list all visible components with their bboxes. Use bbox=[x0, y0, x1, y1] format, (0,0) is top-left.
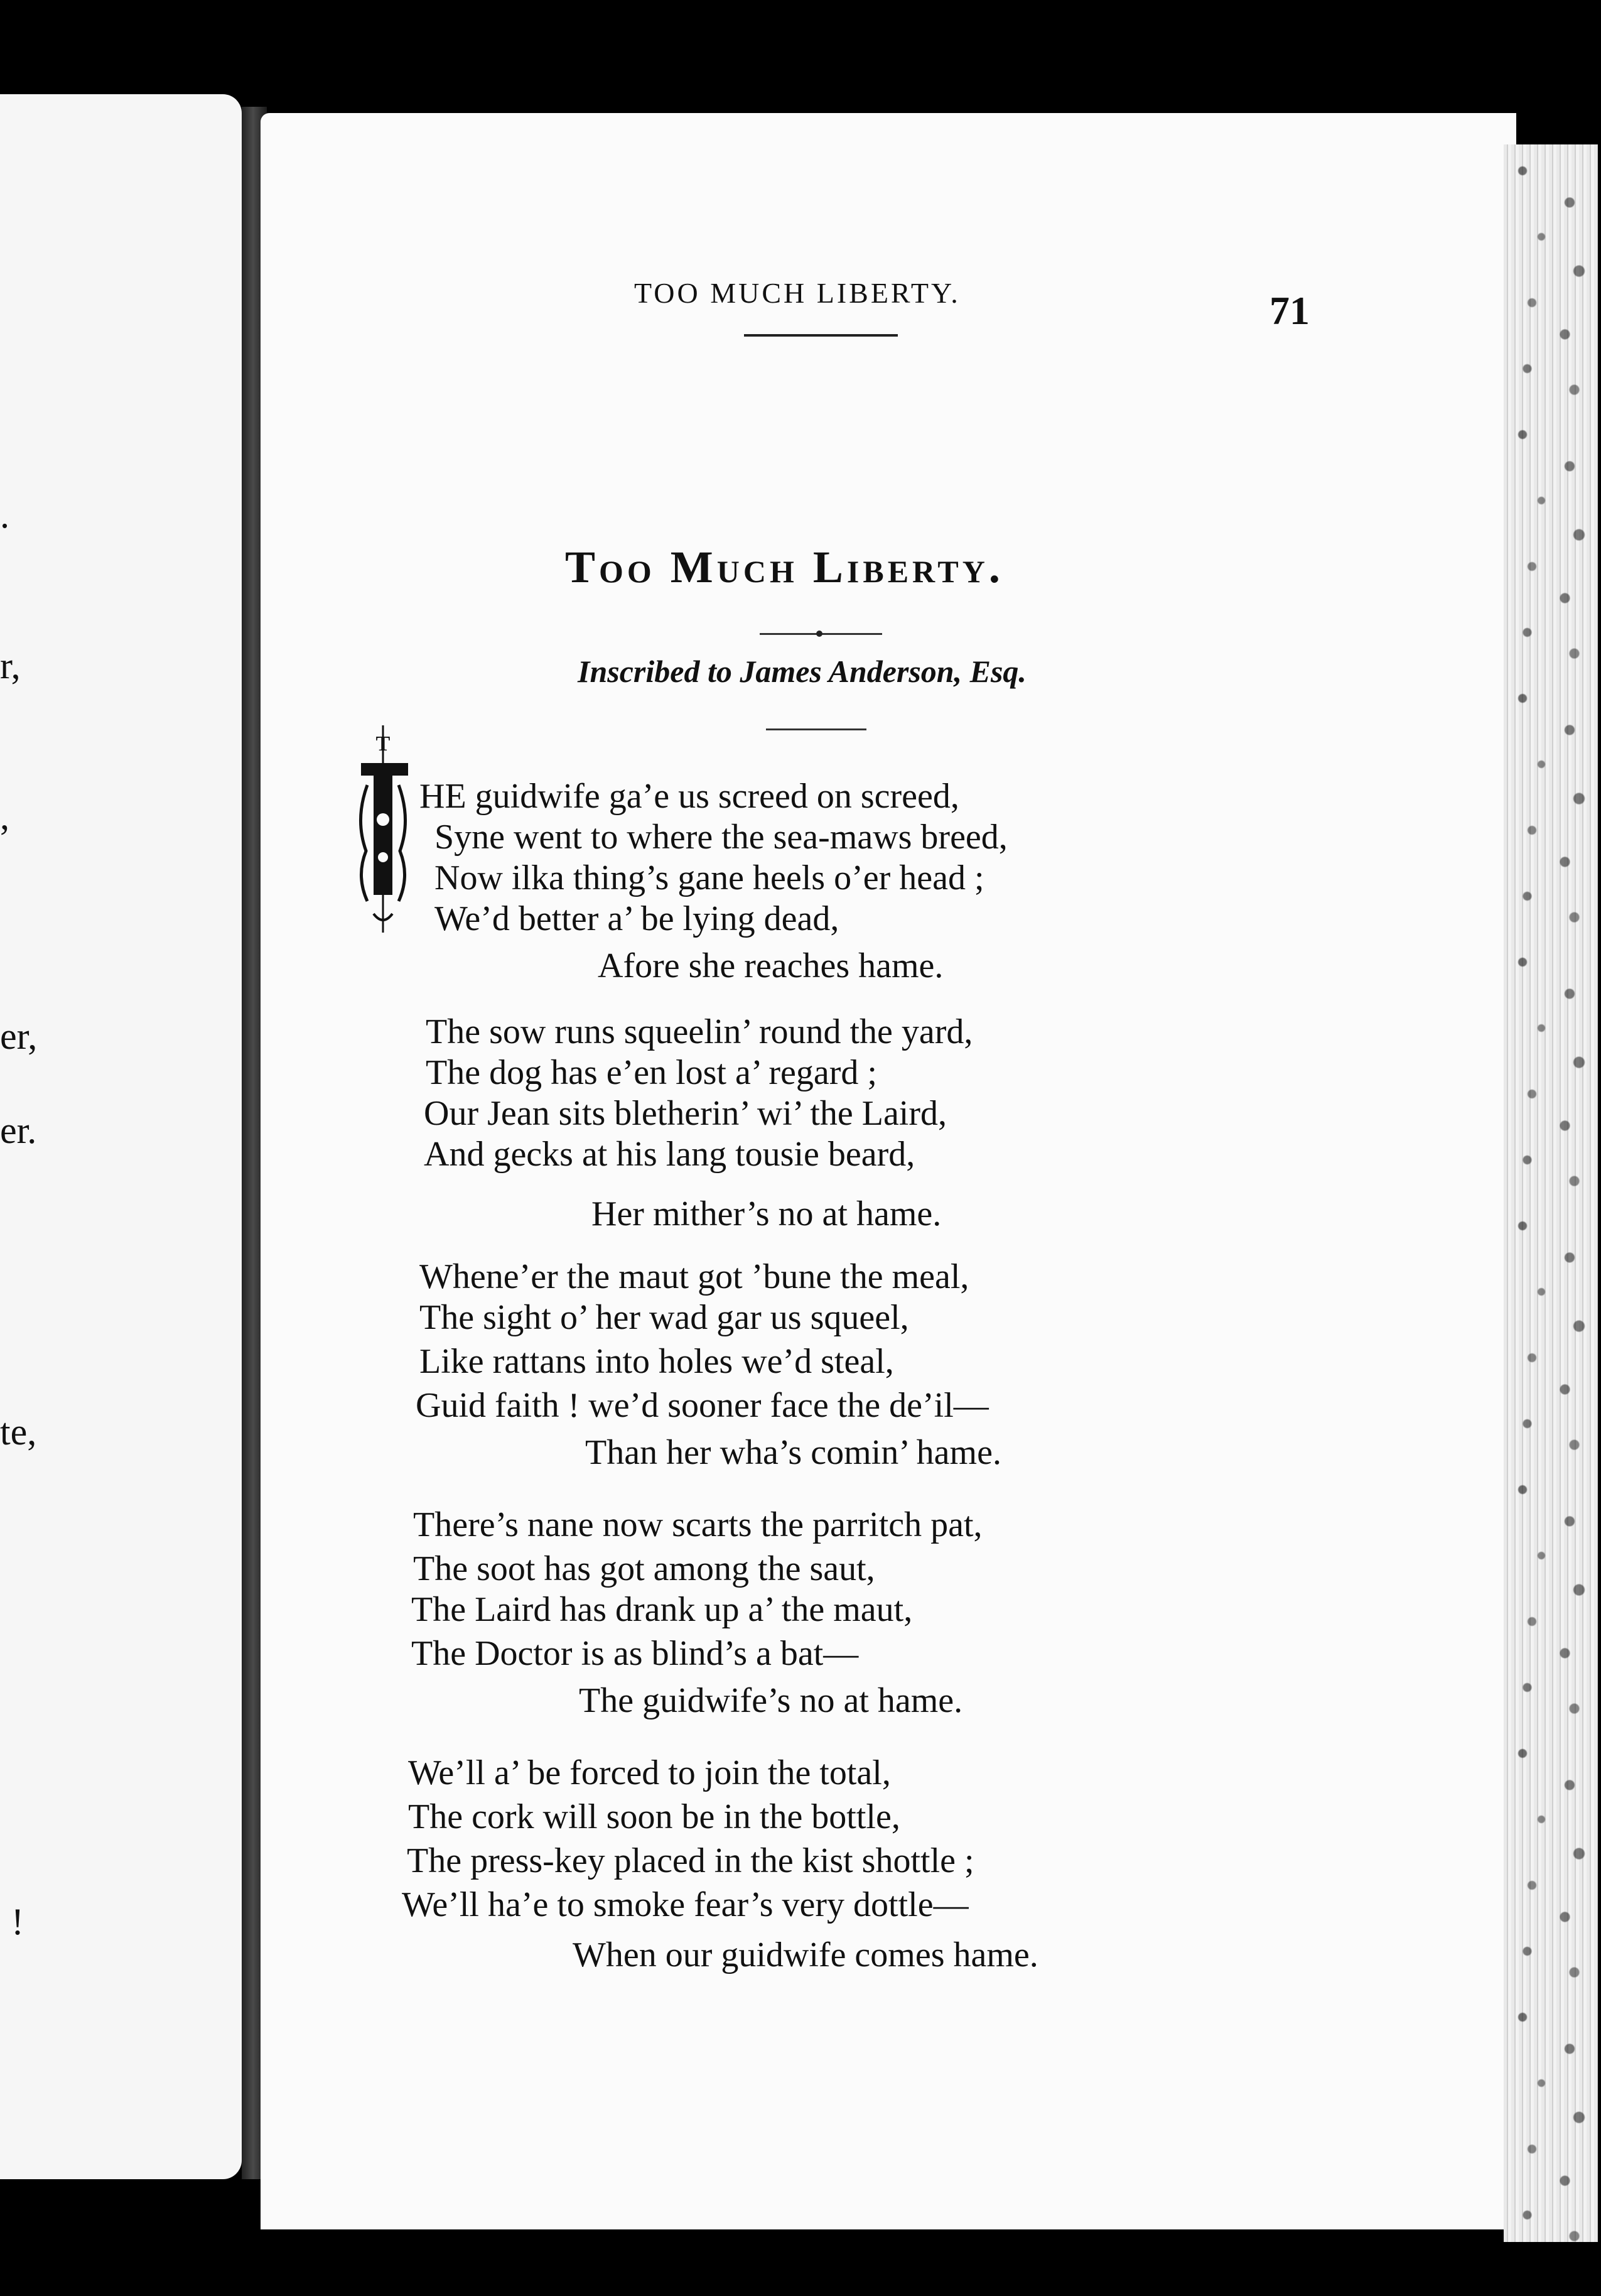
poem-line: Guid faith ! we’d sooner face the de’il— bbox=[416, 1386, 989, 1425]
poem-line: The soot has got among the saut, bbox=[413, 1549, 875, 1588]
poem-line: We’d better a’ be lying dead, bbox=[434, 899, 839, 938]
poem-line: HE guidwife ga’e us screed on screed, bbox=[419, 777, 959, 816]
left-facing-page bbox=[0, 94, 242, 2179]
poem-dedication: Inscribed to James Anderson, Esq. bbox=[578, 654, 1027, 689]
poem-line: Syne went to where the sea-maws breed, bbox=[434, 818, 1008, 857]
ornamental-dropcap-icon bbox=[348, 725, 418, 933]
poem-line: The Laird has drank up a’ the maut, bbox=[411, 1590, 913, 1629]
poem-line: The dog has e’en lost a’ regard ; bbox=[426, 1053, 877, 1092]
poem-line: Like rattans into holes we’d steal, bbox=[419, 1342, 894, 1381]
left-page-fragment: er, bbox=[0, 1015, 38, 1057]
poem-line: We’ll a’ be forced to join the total, bbox=[408, 1753, 891, 1792]
left-page-fragment: er. bbox=[0, 1110, 37, 1151]
poem-line: Our Jean sits bletherin’ wi’ the Laird, bbox=[424, 1094, 947, 1133]
left-page-fragment: ! bbox=[11, 1901, 24, 1942]
poem-line: Afore she reaches hame. bbox=[598, 946, 944, 985]
title-ornament-rule bbox=[760, 633, 882, 635]
left-page-fragment: te, bbox=[0, 1411, 37, 1453]
poem-line: The press-key placed in the kist shottle ; bbox=[407, 1841, 974, 1880]
poem-line: Than her wha’s comin’ hame. bbox=[585, 1433, 1001, 1472]
left-page-fragment: r, bbox=[0, 645, 21, 686]
running-head: TOO MUCH LIBERTY. bbox=[634, 277, 961, 309]
dropcap-letter: T bbox=[375, 732, 391, 755]
poem-line: The guidwife’s no at hame. bbox=[579, 1681, 963, 1720]
poem-line: We’ll ha’e to smoke fear’s very dottle— bbox=[402, 1885, 969, 1924]
poem-line: The sow runs squeelin’ round the yard, bbox=[426, 1012, 973, 1051]
poem-line: The cork will soon be in the bottle, bbox=[408, 1797, 900, 1836]
page-number: 71 bbox=[1269, 288, 1310, 333]
poem-line: When our guidwife comes hame. bbox=[573, 1936, 1038, 1974]
poem-line: There’s nane now scarts the parritch pat, bbox=[413, 1505, 983, 1544]
poem-line: Now ilka thing’s gane heels o’er head ; bbox=[434, 858, 984, 897]
poem-line: And gecks at his lang tousie beard, bbox=[424, 1135, 915, 1174]
poem-title: Too Much Liberty. bbox=[565, 542, 1004, 592]
page-fore-edge bbox=[1504, 144, 1598, 2242]
poem-line: Her mither’s no at hame. bbox=[591, 1194, 942, 1233]
running-head-rule bbox=[744, 334, 898, 337]
poem-line: The sight o’ her wad gar us squeel, bbox=[419, 1298, 909, 1337]
left-page-fragment: , bbox=[0, 796, 9, 837]
left-page-fragment: . bbox=[0, 494, 9, 536]
dedication-rule bbox=[766, 728, 866, 730]
poem-line: The Doctor is as blind’s a bat— bbox=[411, 1634, 859, 1673]
poem-line: Whene’er the maut got ’bune the meal, bbox=[419, 1257, 969, 1296]
